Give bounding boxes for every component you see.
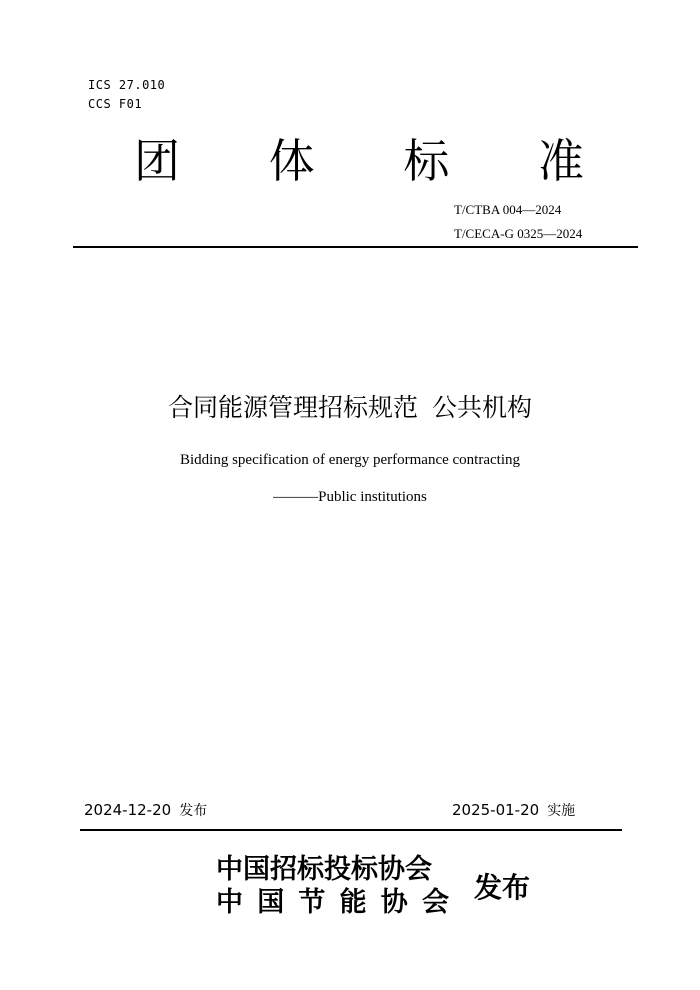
chinese-title <box>0 388 700 424</box>
publisher-org-ctba: 中国招标投标协会 <box>216 854 432 885</box>
standard-type-char: 标 <box>403 134 450 188</box>
standard-numbers <box>454 198 582 246</box>
publisher-org-char: 节 <box>298 887 326 918</box>
publisher-org-char: 协 <box>380 887 408 918</box>
issue-date: 2024-12-20 <box>84 801 172 819</box>
english-subtitle: ———Public institutions <box>273 489 427 505</box>
ics-code: ICS 27.010 <box>88 78 166 92</box>
chinese-title-sub: 公共机构 <box>432 393 533 422</box>
issue-label: 发布 <box>179 803 208 819</box>
publisher-organizations <box>216 853 449 919</box>
implementation-date: 2025-01-20 <box>452 801 540 819</box>
top-divider <box>73 246 638 248</box>
standard-number-ceca: T/CECA-G 0325—2024 <box>454 226 583 241</box>
publisher-org-char: 会 <box>421 887 449 918</box>
issue-date-line <box>84 800 207 820</box>
publisher-org-char: 能 <box>339 887 367 918</box>
english-title: Bidding specification of energy performance contracting <box>179 452 520 468</box>
implementation-date-line <box>452 800 575 820</box>
publisher-org-ceca <box>216 886 449 919</box>
standard-type-char: 体 <box>268 134 315 188</box>
publisher-org-char: 国 <box>257 887 285 918</box>
classification-codes <box>88 76 165 114</box>
implementation-label: 实施 <box>547 803 576 819</box>
publish-label: 发布 <box>474 871 531 904</box>
ccs-code: CCS F01 <box>88 97 143 111</box>
standard-number-ctba: T/CTBA 004—2024 <box>454 202 562 217</box>
publisher-org-char: 中 <box>216 887 243 918</box>
standard-type-heading <box>134 128 584 188</box>
bottom-divider <box>80 829 622 831</box>
standard-type-char: 准 <box>537 134 584 188</box>
chinese-title-main: 合同能源管理招标规范 <box>167 393 418 422</box>
standard-type-char: 团 <box>134 134 180 188</box>
